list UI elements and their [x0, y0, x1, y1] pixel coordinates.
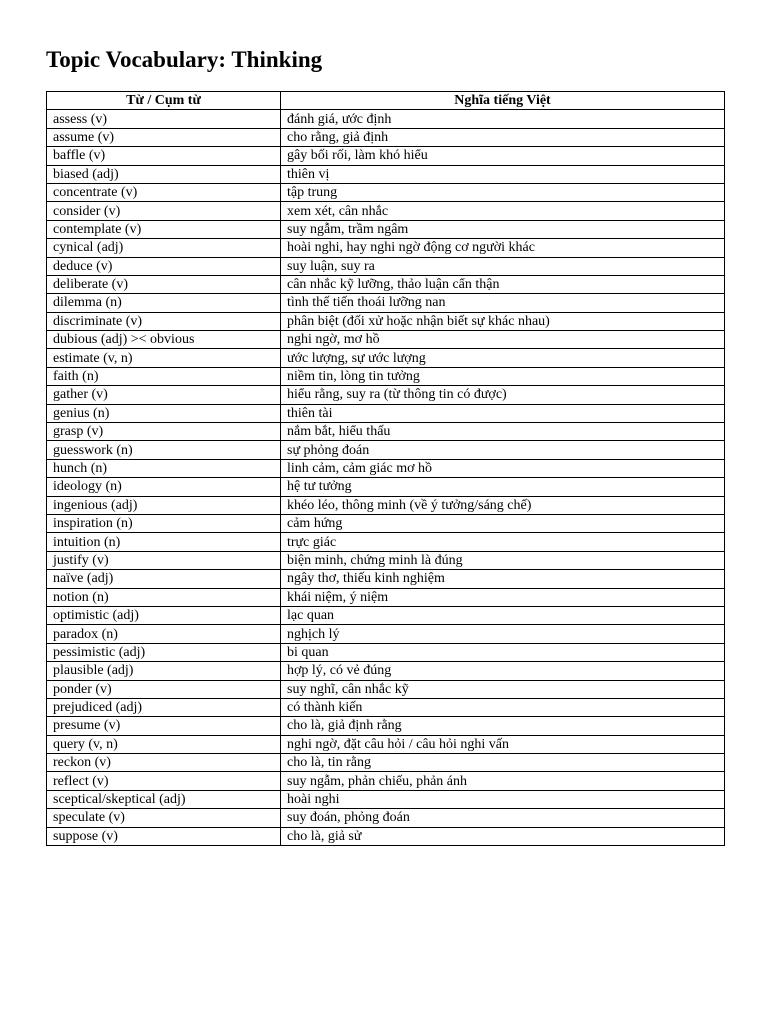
term-cell: cynical (adj)	[47, 239, 281, 257]
term-cell: guesswork (n)	[47, 441, 281, 459]
table-row	[47, 349, 725, 367]
term-cell: assume (v)	[47, 128, 281, 146]
table-row	[47, 496, 725, 514]
meaning-cell: trực giác	[281, 533, 725, 551]
meaning-cell: tình thế tiến thoái lưỡng nan	[281, 294, 725, 312]
table-row	[47, 257, 725, 275]
term-cell: naïve (adj)	[47, 570, 281, 588]
table-row	[47, 183, 725, 201]
term-cell: assess (v)	[47, 110, 281, 128]
table-row	[47, 533, 725, 551]
meaning-cell: thiên vị	[281, 165, 725, 183]
term-cell: dilemma (n)	[47, 294, 281, 312]
table-row	[47, 514, 725, 532]
meaning-cell: suy đoán, phỏng đoán	[281, 809, 725, 827]
meaning-cell: suy ngẫm, trầm ngâm	[281, 220, 725, 238]
table-row	[47, 478, 725, 496]
term-cell: biased (adj)	[47, 165, 281, 183]
term-cell: reckon (v)	[47, 754, 281, 772]
term-cell: ingenious (adj)	[47, 496, 281, 514]
table-row	[47, 312, 725, 330]
term-cell: genius (n)	[47, 404, 281, 422]
term-cell: ponder (v)	[47, 680, 281, 698]
term-cell: optimistic (adj)	[47, 606, 281, 624]
term-cell: hunch (n)	[47, 459, 281, 477]
term-cell: reflect (v)	[47, 772, 281, 790]
meaning-cell: khéo léo, thông minh (về ý tưởng/sáng chế)	[281, 496, 725, 514]
table-row	[47, 441, 725, 459]
table-row	[47, 294, 725, 312]
term-cell: justify (v)	[47, 551, 281, 569]
table-row	[47, 717, 725, 735]
table-row	[47, 680, 725, 698]
meaning-cell: nắm bắt, hiểu thấu	[281, 423, 725, 441]
meaning-cell: xem xét, cân nhắc	[281, 202, 725, 220]
term-cell: grasp (v)	[47, 423, 281, 441]
term-cell: plausible (adj)	[47, 662, 281, 680]
table-row	[47, 110, 725, 128]
table-row	[47, 588, 725, 606]
term-cell: sceptical/skeptical (adj)	[47, 790, 281, 808]
table-row	[47, 423, 725, 441]
table-row	[47, 827, 725, 845]
meaning-cell: bi quan	[281, 643, 725, 661]
table-row	[47, 643, 725, 661]
term-cell: inspiration (n)	[47, 514, 281, 532]
meaning-cell: ước lượng, sự ước lượng	[281, 349, 725, 367]
meaning-cell: niềm tin, lòng tin tưởng	[281, 367, 725, 385]
table-row	[47, 606, 725, 624]
meaning-cell: gây bối rối, làm khó hiểu	[281, 147, 725, 165]
meaning-cell: hoài nghi, hay nghi ngờ động cơ người khác	[281, 239, 725, 257]
term-cell: query (v, n)	[47, 735, 281, 753]
table-row	[47, 386, 725, 404]
term-cell: ideology (n)	[47, 478, 281, 496]
meaning-cell: hiểu rằng, suy ra (từ thông tin có được)	[281, 386, 725, 404]
meaning-cell: biện minh, chứng minh là đúng	[281, 551, 725, 569]
table-row	[47, 735, 725, 753]
term-cell: pessimistic (adj)	[47, 643, 281, 661]
table-row	[47, 625, 725, 643]
meaning-cell: lạc quan	[281, 606, 725, 624]
term-cell: notion (n)	[47, 588, 281, 606]
meaning-cell: sự phỏng đoán	[281, 441, 725, 459]
table-row	[47, 331, 725, 349]
header-term: Từ / Cụm từ	[47, 92, 281, 110]
meaning-cell: suy luận, suy ra	[281, 257, 725, 275]
meaning-cell: suy ngẫm, phản chiếu, phản ánh	[281, 772, 725, 790]
table-row	[47, 165, 725, 183]
term-cell: intuition (n)	[47, 533, 281, 551]
table-row	[47, 772, 725, 790]
table-body	[47, 110, 725, 846]
term-cell: consider (v)	[47, 202, 281, 220]
table-row	[47, 128, 725, 146]
meaning-cell: linh cảm, cảm giác mơ hồ	[281, 459, 725, 477]
meaning-cell: phân biệt (đối xử hoặc nhận biết sự khác nhau)	[281, 312, 725, 330]
term-cell: presume (v)	[47, 717, 281, 735]
meaning-cell: cân nhắc kỹ lưỡng, thảo luận cẩn thận	[281, 275, 725, 293]
meaning-cell: cho là, giả sử	[281, 827, 725, 845]
term-cell: discriminate (v)	[47, 312, 281, 330]
meaning-cell: đánh giá, ước định	[281, 110, 725, 128]
term-cell: suppose (v)	[47, 827, 281, 845]
table-row	[47, 570, 725, 588]
meaning-cell: hoài nghi	[281, 790, 725, 808]
meaning-cell: suy nghĩ, cân nhắc kỹ	[281, 680, 725, 698]
term-cell: contemplate (v)	[47, 220, 281, 238]
meaning-cell: nghịch lý	[281, 625, 725, 643]
meaning-cell: nghi ngờ, đặt câu hỏi / câu hỏi nghi vấn	[281, 735, 725, 753]
page-title: Topic Vocabulary: Thinking	[46, 47, 323, 72]
term-cell: deduce (v)	[47, 257, 281, 275]
meaning-cell: có thành kiến	[281, 698, 725, 716]
meaning-cell: cảm hứng	[281, 514, 725, 532]
term-cell: deliberate (v)	[47, 275, 281, 293]
table-header-row	[47, 92, 725, 110]
term-cell: prejudiced (adj)	[47, 698, 281, 716]
meaning-cell: nghi ngờ, mơ hồ	[281, 331, 725, 349]
meaning-cell: tập trung	[281, 183, 725, 201]
meaning-cell: cho rằng, giả định	[281, 128, 725, 146]
table-row	[47, 754, 725, 772]
term-cell: speculate (v)	[47, 809, 281, 827]
term-cell: baffle (v)	[47, 147, 281, 165]
table-row	[47, 202, 725, 220]
term-cell: paradox (n)	[47, 625, 281, 643]
meaning-cell: ngây thơ, thiếu kinh nghiệm	[281, 570, 725, 588]
table-row	[47, 809, 725, 827]
term-cell: gather (v)	[47, 386, 281, 404]
table-row	[47, 239, 725, 257]
table-row	[47, 404, 725, 422]
table-row	[47, 698, 725, 716]
meaning-cell: cho là, tin rằng	[281, 754, 725, 772]
meaning-cell: cho là, giả định rằng	[281, 717, 725, 735]
term-cell: estimate (v, n)	[47, 349, 281, 367]
meaning-cell: thiên tài	[281, 404, 725, 422]
table-row	[47, 662, 725, 680]
meaning-cell: khái niệm, ý niệm	[281, 588, 725, 606]
term-cell: faith (n)	[47, 367, 281, 385]
term-cell: concentrate (v)	[47, 183, 281, 201]
meaning-cell: hệ tư tưởng	[281, 478, 725, 496]
table-row	[47, 367, 725, 385]
table-row	[47, 220, 725, 238]
header-meaning: Nghĩa tiếng Việt	[281, 92, 725, 110]
table-row	[47, 275, 725, 293]
term-cell: dubious (adj) >< obvious	[47, 331, 281, 349]
vocabulary-table	[46, 91, 725, 846]
table-row	[47, 147, 725, 165]
table-row	[47, 459, 725, 477]
meaning-cell: hợp lý, có vẻ đúng	[281, 662, 725, 680]
table-row	[47, 551, 725, 569]
table-row	[47, 790, 725, 808]
